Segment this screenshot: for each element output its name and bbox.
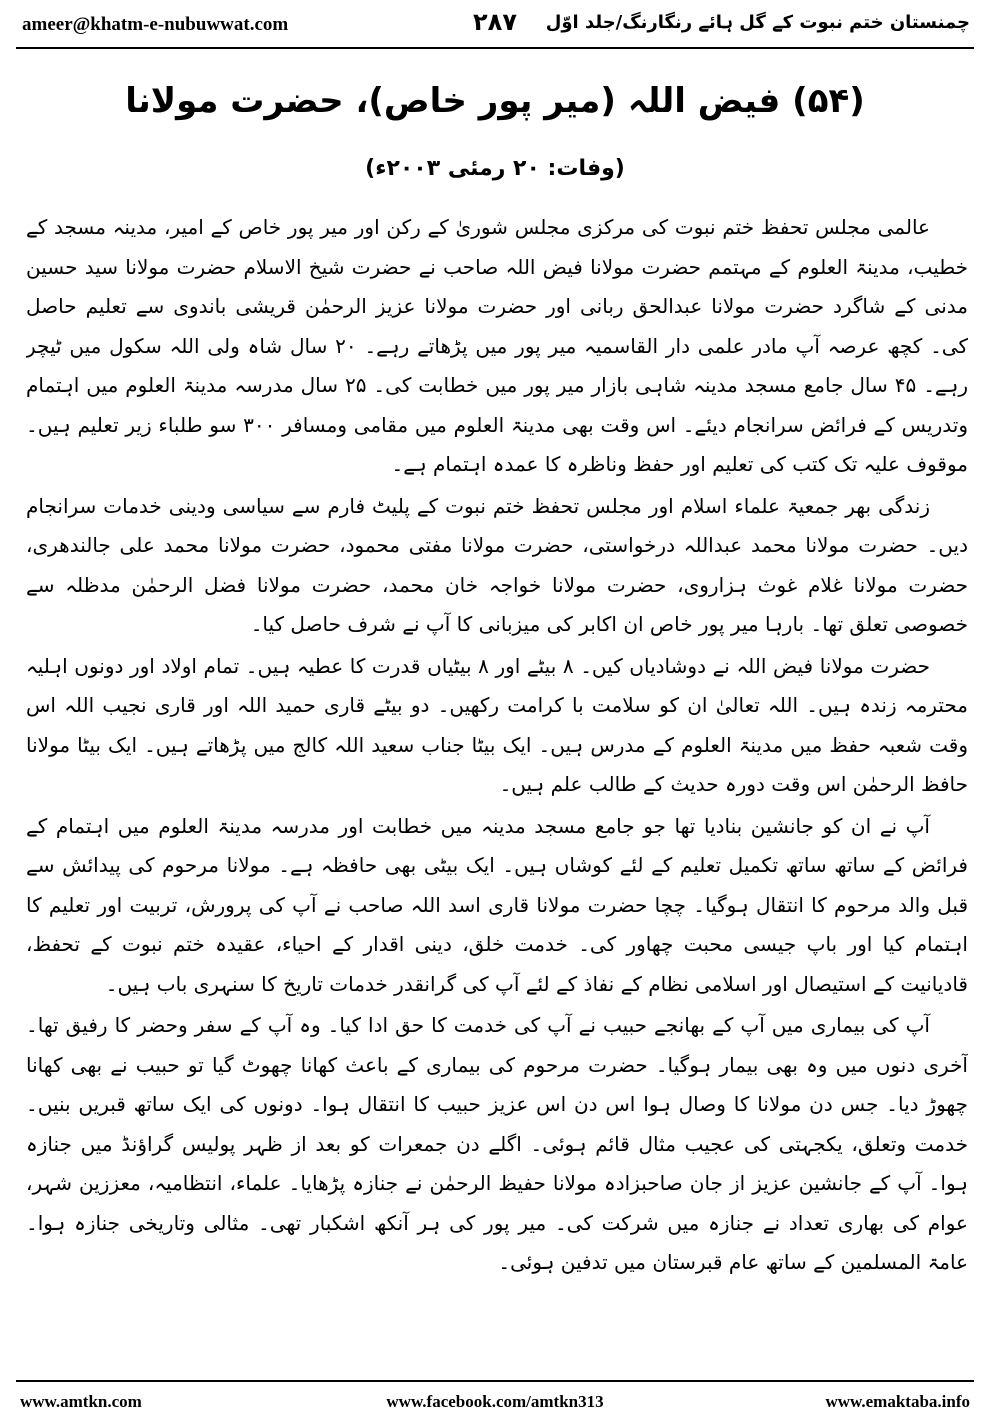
footer-link-facebook[interactable]: www.facebook.com/amtkn313	[386, 1392, 604, 1411]
page-footer	[0, 1384, 990, 1420]
footer-link-amtkn[interactable]: www.amtkn.com	[20, 1392, 142, 1411]
book-title: چمنستان ختم نبوت کے گل ہائے رنگارنگ/جلد اوّل	[545, 12, 970, 33]
paragraph: آپ نے ان کو جانشین بنادیا تھا جو جامع مسجد مدینہ میں خطابت اور مدرسہ مدینۃ العلوم میں اہتمام کے فرائض کے ساتھ ساتھ تکمیل تعلیم کے لئے کوشاں ہیں۔ ایک بیٹی بھی حافظہ ہے۔ مولانا مرحوم کی پیدائش سے قبل والد مرحوم کا انتقال ہوگیا۔ چچا حضرت مولانا قاری اسد اللہ صاحب نے آپ کی پرورش، تربیت اور تعلیم کا اہتمام کیا اور باپ جیسی محبت چھاور کی۔ خدمت خلق، دینی اقدار کے احیاء، عقیدہ ختم نبوت کے تحفظ، قادیانیت کے استیصال اور اسلامی نظام کے نفاذ کے لئے آپ کی گرانقدر خدمات تاریخ کا سنہری باب ہیں۔	[26, 813, 968, 996]
page-number: ۲۸۷	[473, 8, 517, 36]
header-email: ameer@khatm-e-nubuwwat.com	[22, 14, 289, 35]
article-title: (۵۴) فیض اللہ (میر پور خاص)، حضرت مولانا	[125, 81, 865, 121]
paragraph: حضرت مولانا فیض اللہ نے دوشادیاں کیں۔ ۸ بیٹے اور ۸ بیٹیاں قدرت کا عطیہ ہیں۔ تمام اولاد اور دونوں اہلیہ محترمہ زندہ ہیں۔ اللہ تعالیٰ ان کو سلامت با کرامت رکھیں۔ دو بیٹے قاری حمید اللہ اور قاری نجیب اللہ اس وقت شعبہ حفظ میں مدینۃ العلوم کے مدرس ہیں۔ ایک بیٹا جناب سعید اللہ کالج میں پڑھاتے ہیں۔ ایک بیٹا مولانا حافظ الرحمٰن اس وقت دورہ حدیث کے طالب علم ہیں۔	[26, 653, 968, 796]
footer-link-emaktaba[interactable]: www.emaktaba.info	[825, 1392, 970, 1411]
death-date: (وفات: ۲۰ رمئی ۲۰۰۳ء)	[365, 156, 625, 181]
paragraph: آپ کی بیماری میں آپ کے بھانجے حبیب نے آپ کی خدمت کا حق ادا کیا۔ وہ آپ کے سفر وحضر کا رفیق تھا۔ آخری دنوں میں وہ بھی بیمار ہوگیا۔ حضرت مرحوم کی بیماری کے باعث کھانا چھوٹ گیا تو حبیب نے بھی کھانا چھوڑ دیا۔ جس دن مولانا کا وصال ہوا اس دن اس عزیز حبیب کا انتقال ہوا۔ دونوں کی ایک ساتھ قبریں بنیں۔ خدمت وتعلق، یکجہتی کی عجیب مثال قائم ہوئی۔ اگلے دن جمعرات کو بعد از ظہر پولیس گراؤنڈ میں جنازہ ہوا۔ آپ کے جانشین عزیز از جان صاحبزادہ مولانا حفیظ الرحمٰن نے جنازہ پڑھایا۔ علماء، انتظامیہ، معززین شہر، عوام کی بھاری تعداد نے جنازہ میں شرکت کی۔ میر پور کی ہر آنکھ اشکبار تھی۔ مثالی وتاریخی جنازہ ہوا۔ عامۃ المسلمین کے ساتھ عام قبرستان میں تدفین ہوئی۔	[26, 1013, 968, 1274]
page-header	[0, 0, 990, 50]
header-rule	[16, 47, 974, 49]
footer-rule	[16, 1380, 974, 1382]
paragraph: زندگی بھر جمعیۃ علماء اسلام اور مجلس تحفظ ختم نبوت کے پلیٹ فارم سے سیاسی ودینی خدمات سرانجام دیں۔ حضرت مولانا محمد عبداللہ درخواستی، حضرت مولانا مفتی محمود، حضرت مولانا محمد علی جالندھری، حضرت مولانا غلام غوث ہزاروی، حضرت مولانا خواجہ خان محمد، حضرت مولانا فضل الرحمٰن مدظلہ سے خصوصی تعلق تھا۔ بارہا میر پور خاص ان اکابر کی میزبانی کا آپ نے شرف حاصل کیا۔	[26, 493, 968, 636]
paragraph: عالمی مجلس تحفظ ختم نبوت کی مرکزی مجلس شوریٰ کے رکن اور میر پور خاص کے امیر، مدینہ مسجد کے خطیب، مدینۃ العلوم کے مہتمم حضرت مولانا فیض اللہ صاحب نے حضرت شیخ الاسلام حضرت مولانا سید حسین مدنی کے شاگرد حضرت مولانا عبدالحق ربانی اور حضرت مولانا عزیز الرحمٰن قریشی باندوی سے تعلیم حاصل کی۔ کچھ عرصہ آپ مادر علمی دار القاسمیہ میر پور میں پڑھاتے رہے۔ ۲۰ سال شاہ ولی اللہ سکول میں ٹیچر رہے۔ ۴۵ سال جامع مسجد مدینہ شاہی بازار میر پور میں خطابت کی۔ ۲۵ سال مدرسہ مدینۃ العلوم میں اہتمام وتدریس کے فرائض سرانجام دیئے۔ اس وقت بھی مدینۃ العلوم میں مقامی ومسافر ۳۰۰ سو طلباء زیر تعلیم ہیں۔ موقوف علیہ تک کتب کی تعلیم اور حفظ وناظرہ کا عمدہ اہتمام ہے۔	[26, 215, 968, 476]
article-body	[26, 208, 968, 1368]
